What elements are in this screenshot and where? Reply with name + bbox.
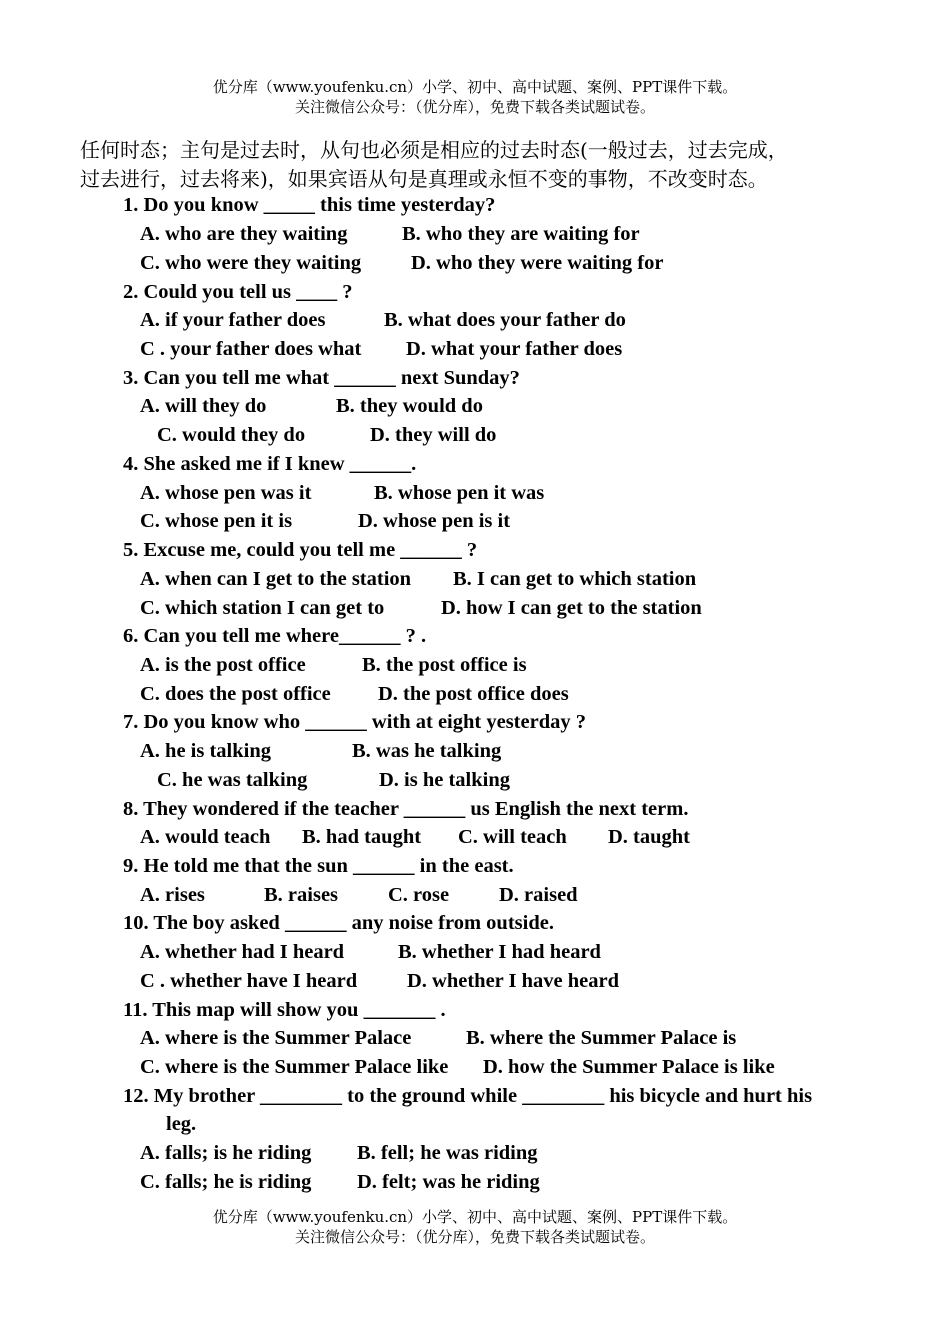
page-footer (0, 1207, 950, 1247)
question-1-option-a: A. who are they waiting (140, 223, 348, 245)
question-6-option-c: C. does the post office (140, 683, 331, 705)
question-3-option-b: B. they would do (336, 395, 483, 417)
question-4-stem: 4. She asked me if I knew ______. (123, 453, 417, 475)
question-8-option-c: C. will teach (458, 826, 567, 848)
question-2-option-a: A. if your father does (140, 309, 326, 331)
question-5-stem: 5. Excuse me, could you tell me ______ ? (123, 539, 478, 561)
question-10-option-d: D. whether I have heard (407, 970, 620, 992)
intro-line-2: 过去进行，过去将来)，如果宾语从句是真理或永恒不变的事物，不改变时态。 (80, 167, 768, 191)
question-1-option-c: C. who were they waiting (140, 252, 362, 274)
intro-line-1: 任何时态；主句是过去时，从句也必须是相应的过去时态(一般过去，过去完成， (80, 138, 788, 162)
question-4-option-d: D. whose pen is it (358, 510, 511, 532)
question-9-option-d: D. raised (499, 884, 578, 906)
question-5-option-c: C. which station I can get to (140, 597, 385, 619)
question-8-option-d: D. taught (608, 826, 691, 848)
question-3-option-d: D. they will do (370, 424, 497, 446)
question-12-option-c: C. falls; he is riding (140, 1171, 312, 1193)
question-11-option-a: A. where is the Summer Palace (140, 1027, 412, 1049)
question-1-option-b: B. who they are waiting for (402, 223, 640, 245)
question-3-stem: 3. Can you tell me what ______ next Sunday? (123, 367, 520, 389)
question-4-option-b: B. whose pen it was (374, 482, 545, 504)
question-8-stem: 8. They wondered if the teacher ______ us English the next term. (123, 798, 689, 820)
question-2-option-c: C . your father does what (140, 338, 362, 360)
question-12-option-b: B. fell; he was riding (357, 1142, 538, 1164)
question-3-option-a: A. will they do (140, 395, 267, 417)
question-12-stem-continuation: leg. (166, 1113, 197, 1135)
question-12-option-a: A. falls; is he riding (140, 1142, 312, 1164)
question-11-option-d: D. how the Summer Palace is like (483, 1056, 775, 1078)
question-11-option-c: C. where is the Summer Palace like (140, 1056, 449, 1078)
question-10-option-a: A. whether had I heard (140, 941, 345, 963)
question-5-option-a: A. when can I get to the station (140, 568, 412, 590)
footer-line-2: 关注微信公众号：（优分库），免费下载各类试题试卷。 (294, 1228, 655, 1246)
question-8-option-b: B. had taught (302, 826, 422, 848)
question-9-option-a: A. rises (140, 884, 205, 906)
header-line-2: 关注微信公众号：（优分库），免费下载各类试题试卷。 (294, 98, 655, 116)
question-1-stem: 1. Do you know _____ this time yesterday? (123, 194, 496, 216)
question-6-stem: 6. Can you tell me where______ ? . (123, 625, 427, 647)
header-line-1: 优分库（www.youfenku.cn）小学、初中、高中试题、案例、PPT课件下载。 (212, 78, 738, 96)
question-4-option-c: C. whose pen it is (140, 510, 293, 532)
question-5-option-b: B. I can get to which station (453, 568, 697, 590)
question-7-option-b: B. was he talking (352, 740, 502, 762)
question-7-option-d: D. is he talking (379, 769, 510, 791)
question-4-option-a: A. whose pen was it (140, 482, 312, 504)
question-6-option-b: B. the post office is (362, 654, 527, 676)
question-9-option-c: C. rose (388, 884, 450, 906)
question-8-option-a: A. would teach (140, 826, 271, 848)
question-9-stem: 9. He told me that the sun ______ in the east. (123, 855, 514, 877)
question-7-option-c: C. he was talking (157, 769, 308, 791)
question-10-option-b: B. whether I had heard (398, 941, 601, 963)
question-6-option-d: D. the post office does (378, 683, 569, 705)
question-3-option-c: C. would they do (157, 424, 306, 446)
question-2-stem: 2. Could you tell us ____ ? (123, 281, 353, 303)
question-2-option-b: B. what does your father do (384, 309, 626, 331)
question-2-option-d: D. what your father does (406, 338, 623, 360)
question-5-option-d: D. how I can get to the station (441, 597, 702, 619)
question-11-option-b: B. where the Summer Palace is (466, 1027, 737, 1049)
footer-line-1: 优分库（www.youfenku.cn）小学、初中、高中试题、案例、PPT课件下载。 (212, 1208, 738, 1226)
page-header (0, 77, 950, 117)
question-11-stem: 11. This map will show you _______ . (123, 999, 446, 1021)
question-12-stem: 12. My brother ________ to the ground while ________ his bicycle and hurt his (123, 1085, 813, 1107)
question-12-option-d: D. felt; was he riding (357, 1171, 540, 1193)
question-9-option-b: B. raises (264, 884, 339, 906)
question-10-stem: 10. The boy asked ______ any noise from outside. (123, 912, 554, 934)
question-6-option-a: A. is the post office (140, 654, 306, 676)
question-1-option-d: D. who they were waiting for (411, 252, 664, 274)
question-10-option-c: C . whether have I heard (140, 970, 358, 992)
question-7-stem: 7. Do you know who ______ with at eight yesterday ? (123, 711, 586, 733)
question-7-option-a: A. he is talking (140, 740, 271, 762)
